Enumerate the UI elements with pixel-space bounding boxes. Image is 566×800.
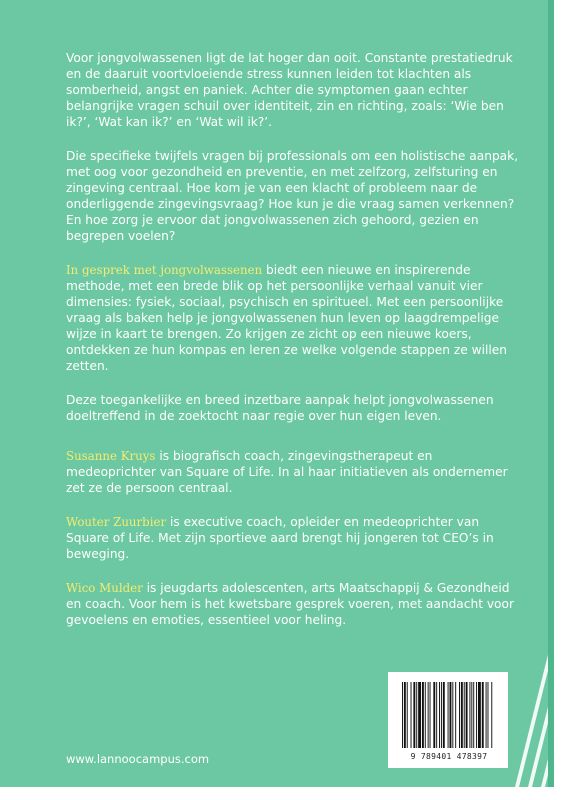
barcode-bar (404, 682, 406, 748)
author-description: is biografisch coach, zingevingstherapeut en medeoprichter van Square of Life. In al haar initiatieven als ondernemer zet ze de persoon centraal. (66, 449, 508, 495)
barcode-bar (407, 682, 408, 748)
barcode-bar (476, 682, 477, 748)
barcode-bar (413, 682, 415, 748)
author-description: is jeugdarts adolescenten, arts Maatschappij & Gezondheid en coach. Voor hem is het kwetsbare gesprek voeren, met aandacht voor gevoelens en emoties, essentieel voor heling. (66, 581, 514, 627)
barcode-bar (491, 682, 492, 748)
author-name: Wouter Zuurbier (66, 515, 167, 529)
barcode-bar (473, 682, 474, 748)
method-paragraph (66, 262, 524, 374)
blurb-text (66, 50, 524, 646)
barcode-bar (452, 682, 453, 748)
barcode-bar (443, 682, 445, 748)
barcode-bar (425, 682, 426, 748)
page-margin (0, 787, 566, 800)
approach-paragraph: Die specifieke twijfels vragen bij professionals om een holistische aanpak, met oog voor gezondheid en preventie, en met zelfzorg, zelfsturing en zingeving centraal. Hoe kom je van een klacht of probleem naar de onderliggende zingevingsvraag? Hoe kun je die vraag samen verkennen? En hoe zorg je ervoor dat jongvolwassenen zich gehoord, gezien en begrepen voelen? (66, 149, 519, 243)
barcode-bar (430, 682, 431, 748)
barcode-bar (471, 682, 472, 748)
author-name: Wico Mulder (66, 581, 143, 595)
author-bio (66, 514, 524, 562)
barcode-bar (436, 682, 437, 748)
spine-color-band (548, 0, 554, 787)
author-bio (66, 580, 524, 628)
barcode-bar (455, 682, 456, 748)
barcode-bar (469, 682, 470, 748)
intro-paragraph: Voor jongvolwassenen ligt de lat hoger dan ooit. Constante prestatiedruk en de daaruit voortvloeiende stress kunnen leiden tot klachten als somberheid, angst en paniek. Achter die symptomen gaan echter belangrijke vragen schuil over identiteit, zin en richting, zoals: ‘Wie ben ik?’, ‘Wat kan ik?’ en ‘Wat wil ik?’. (66, 51, 513, 129)
barcode-bar (416, 682, 417, 748)
barcode-bar (411, 682, 412, 748)
barcode-bar (418, 682, 421, 748)
isbn-barcode (388, 672, 508, 768)
barcode-bar (464, 682, 465, 748)
author-bio (66, 448, 524, 496)
barcode-bar (478, 682, 481, 748)
barcode-bar (450, 682, 452, 748)
publisher-website: www.lannoocampus.com (66, 752, 210, 766)
barcode-bar (482, 682, 484, 748)
barcode-bar (433, 682, 435, 748)
barcode-bar (448, 682, 449, 748)
isbn-number: 9 789401 478397 (410, 752, 488, 761)
method-description: biedt een nieuwe en inspirerende methode, met een brede blik op het persoonlijke verhaal vanuit vier dimensies: fysiek, sociaal, psychisch en spiritueel. Met een persoonlijke vraag als baken help je jongvolwassenen hun leven op laagdrempelige wijze in kaart te brengen. Zo krijgen ze zicht op een nieuwe koers, ontdekken ze hun kompas en leren ze welke volgende stappen ze willen zetten. (66, 263, 508, 373)
barcode-bar (422, 682, 424, 748)
barcode-bar (441, 682, 442, 748)
barcode-bar (428, 682, 429, 748)
barcode-bars (400, 682, 496, 750)
barcode-bar (486, 682, 487, 748)
barcode-bar (459, 682, 460, 748)
closing-paragraph: Deze toegankelijke en breed inzetbare aanpak helpt jongvolwassenen doeltreffend in de zoektocht naar regie over hun eigen leven. (66, 393, 494, 423)
author-description: is executive coach, opleider en medeoprichter van Square of Life. Met zijn sportieve aard brengt hij jongeren tot CEO’s in beweging. (66, 515, 494, 561)
barcode-bar (439, 682, 440, 748)
barcode-bar (488, 682, 489, 748)
barcode-bar (402, 682, 403, 748)
barcode-bar (466, 682, 468, 748)
author-name: Susanne Kruys (66, 449, 156, 463)
barcode-bar (461, 682, 463, 748)
book-title: In gesprek met jongvolwassenen (66, 263, 263, 277)
